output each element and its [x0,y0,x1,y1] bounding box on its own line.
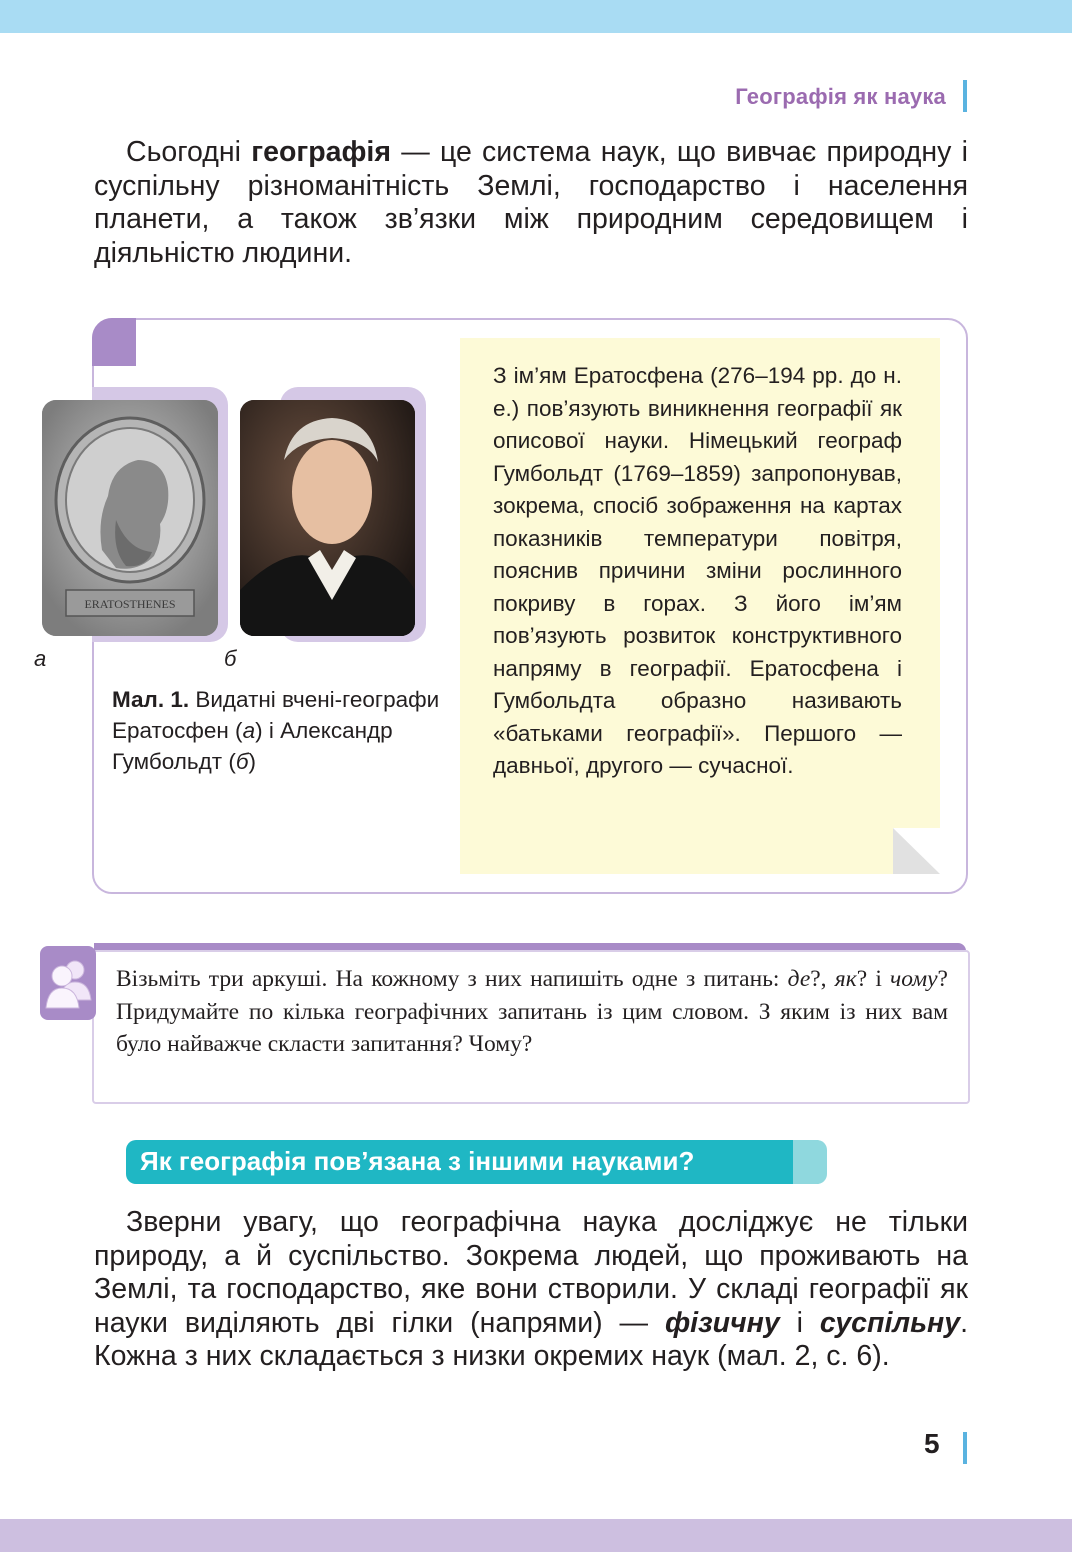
image-label-a: а [34,646,47,671]
task-question-word: де [787,966,811,992]
body-term-social: суспільну [819,1306,961,1339]
body-paragraph [94,1206,968,1374]
body-text: Зверни увагу, що географічна наука досліджує не тільки природу, а й суспільство. Зокрема людей, що проживають на Землі, та господарство, яке вони створили. У складі географії як науки виділяють дві гілки (напрями) — [94,1206,968,1339]
caption-letter-a: а [242,718,256,743]
task-text-part: ?, [810,966,835,992]
caption-text: Видатні вчені-географи Ератосфен ( [112,687,440,743]
section-heading-bar-end [793,1140,827,1184]
intro-text-after: — це система наук, що вивчає природну і суспільну різноманітність Землі, господарство і населення планети, а також зв’язки між природним середовищем і діяльністю людини. [94,136,968,269]
humboldt-portrait [240,400,415,636]
task-text-part: ? Придумайте по кілька географічних запитань із цим словом. З яким із них вам було найважче скласти запитання? Чому? [116,966,948,1057]
intro-paragraph [94,136,968,270]
running-title: Географія як наука [735,84,946,109]
body-text: . Кожна з них складається з низки окремих наук (мал. 2, с. 6). [94,1306,968,1372]
info-note-text: З ім’ям Ератосфена (276–194 рр. до н. е.) пов’язують виникнення географії як описової науки. Німецький географ Гумбольдт (1769–1859) запропонував, зокрема, спосіб зображення на картах показників температури повітря, пояснив причини зміни рослинного покриву в горах. З його ім’ям пов’язують розвиток конструктивного напряму в географії. Ератосфена і Гумбольдта образно називають «батьками географії». Першого — давньої, другого — сучасної. [493,363,902,778]
feature-box-tab-notch [136,320,196,366]
intro-text-before: Сьогодні [126,136,252,168]
page-number: 5 [924,1428,940,1459]
task-text [116,963,948,1061]
body-text: і [779,1306,820,1339]
eratosthenes-portrait [42,400,218,636]
figure-caption [112,684,442,777]
caption-text: ) [248,749,256,774]
intro-term: географія [251,136,391,168]
group-people-icon [44,950,94,1014]
task-question-word: як [834,966,857,992]
caption-label: Мал. 1. [112,687,190,712]
feature-box-tab [92,318,136,366]
eratosthenes-inscription: ERATOSTHENES [84,597,176,611]
task-question-word: чому [890,966,938,992]
task-text-part: Візьміть три аркуші. На кожному з них напишіть одне з питань: [116,966,788,992]
top-color-band [0,0,1072,33]
body-term-physical: фізичну [664,1306,780,1339]
task-text-part: ? і [856,966,891,992]
caption-letter-b: б [235,749,249,774]
caption-text: ) і Александр Гумбольдт ( [112,718,393,774]
page-number-divider [963,1432,967,1464]
bottom-color-band [0,1519,1072,1552]
image-label-b: б [224,646,237,671]
running-title-divider [963,80,967,112]
section-heading: Як географія пов’язана з іншими науками? [140,1146,695,1176]
note-folded-corner [893,828,940,874]
